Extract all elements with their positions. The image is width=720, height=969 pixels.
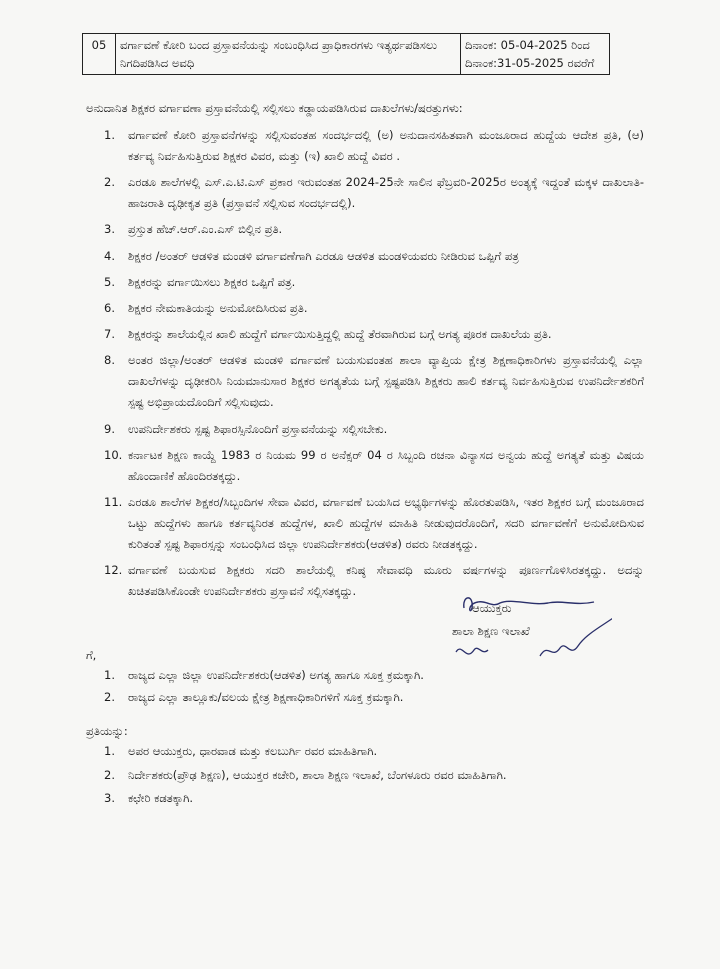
- copy-list: [104, 741, 624, 812]
- copy-label: ಪ್ರತಿಯನ್ನು:: [86, 724, 128, 738]
- schedule-table: [82, 33, 610, 75]
- list-item: 1. ವರ್ಗಾವಣೆ ಕೋರಿ ಪ್ರಸ್ತಾವನೆಗಳನ್ನು ಸಲ್ಲಿಸುವಂತಹ ಸಂದರ್ಭದಲ್ಲಿ (ಅ) ಅನುದಾನಸಹಿತವಾಗಿ ಮಂಜೂರಾದ ಹುದ್ದೆಯ ಆದೇಶ ಪ್ರತಿ, (ಆ) ಕರ್ತವ್ಯ ನಿರ್ವಹಿಸುತ್ತಿರುವ ಶಿಕ್ಷಕರ ವಿವರ, ಮತ್ತು (ಇ) ಖಾಲಿ ಹುದ್ದೆ ವಿವರ .: [104, 128, 644, 163]
- list-item: 2. ನಿರ್ದೇಶಕರು(ಪ್ರೌಢ ಶಿಕ್ಷಣ), ಆಯುಕ್ತರ ಕಚೇರಿ, ಶಾಲಾ ಶಿಕ್ಷಣ ಇಲಾಖೆ, ಬೆಂಗಳೂರು ರವರ ಮಾಹಿತಿಗಾಗಿ.: [104, 767, 507, 782]
- list-item: 4. ಶಿಕ್ಷಕರ /ಅಂತರ್ ಆಡಳಿತ ಮಂಡಳಿ ವರ್ಗಾವಣೆಗಾಗಿ ಎರಡೂ ಆಡಳಿತ ಮಂಡಳಿಯವರು ನೀಡಿರುವ ಒಪ್ಪಿಗೆ ಪತ್ರ: [104, 248, 519, 263]
- conditions-list: [104, 125, 644, 607]
- list-item: 8. ಅಂತರ ಜಿಲ್ಲಾ/ಅಂತರ್ ಆಡಳಿತ ಮಂಡಳಿ ವರ್ಗಾವಣೆ ಬಯಸುವಂತಹ ಶಾಲಾ ವ್ಯಾಪ್ತಿಯ ಕ್ಷೇತ್ರ ಶಿಕ್ಷಣಾಧಿಕಾರಿಗಳು ಪ್ರಸ್ತಾವನೆಯಲ್ಲಿ ಎಲ್ಲಾ ದಾಖಲೆಗಳನ್ನು ದೃಢೀಕರಿಸಿ ನಿಯಮಾನುಸಾರ ಶಿಕ್ಷಕರ ಅಗತ್ಯತೆಯ ಬಗ್ಗೆ ಸ್ಪಷ್ಟಪಡಿಸಿ ಶಿಕ್ಷಕರು ಹಾಲಿ ಕರ್ತವ್ಯ ನಿರ್ವಹಿಸುತ್ತಿರುವ ಉಪನಿರ್ದೇಶಕರಿಗೆ ಸ್ಪಷ್ಟ ಅಭಿಪ್ರಾಯದೊಂದಿಗೆ ಸಲ್ಲಿಸುವುದು.: [104, 353, 644, 410]
- list-item: 6. ಶಿಕ್ಷಕರ ನೇಮಕಾತಿಯನ್ನು ಅನುಮೋದಿಸಿರುವ ಪ್ರತಿ.: [104, 300, 308, 315]
- list-item: 1. ಅಪರ ಆಯುಕ್ತರು, ಧಾರವಾಡ ಮತ್ತು ಕಲಬುರ್ಗಿ ರವರ ಮಾಹಿತಿಗಾಗಿ.: [104, 744, 378, 758]
- to-label: ಗೆ,: [86, 648, 97, 662]
- list-item: 7. ಶಿಕ್ಷಕರನ್ನು ಶಾಲೆಯಲ್ಲಿನ ಖಾಲಿ ಹುದ್ದೆಗೆ ವರ್ಗಾಯಿಸುತ್ತಿದ್ದಲ್ಲಿ ಹುದ್ದೆ ತೆರವಾಗಿರುವ ಬಗ್ಗೆ ಅಗತ್ಯ ಪೂರಕ ದಾಖಲೆಯ ಪ್ರತಿ.: [104, 327, 552, 342]
- recipients-list: [104, 665, 624, 708]
- list-item: 12. ವರ್ಗಾವಣೆ ಬಯಸುವ ಶಿಕ್ಷಕರು ಸದರಿ ಶಾಲೆಯಲ್ಲಿ ಕನಿಷ್ಠ ಸೇವಾವಧಿ ಮೂರು ವರ್ಷಗಳನ್ನು ಪೂರ್ಣಗೊಳಿಸಿರತಕ್ಕದ್ದು. ಅದನ್ನು ಖಚಿತಪಡಿಸಿಕೊಂಡೇ ಉಪನಿರ್ದೇಶಕರು ಪ್ರಸ್ತಾವನೆ ಸಲ್ಲಿಸತಕ್ಕದ್ದು.: [104, 563, 644, 599]
- date-from: ದಿನಾಂಕ: 05-04-2025 ರಿಂದ: [465, 38, 590, 52]
- list-item: 10. ಕರ್ನಾಟಕ ಶಿಕ್ಷಣ ಕಾಯ್ದೆ 1983 ರ ನಿಯಮ 99 ರ ಅನೆಕ್ಸರ್ 04 ರ ಸಿಬ್ಬಂದಿ ರಚನಾ ವಿನ್ಯಾಸದ ಅನ್ವಯ ಹುದ್ದೆ ಅಗತ್ಯತೆ ಮತ್ತು ವಿಷಯ ಹೊಂದಾಣಿಕೆ ಹೊಂದಿರತಕ್ಕದ್ದು.: [104, 447, 644, 483]
- list-item: 2. ರಾಜ್ಯದ ಎಲ್ಲಾ ತಾಲ್ಲೂಕು/ವಲಯ ಕ್ಷೇತ್ರ ಶಿಕ್ಷಣಾಧಿಕಾರಿಗಳಿಗೆ ಸೂಕ್ತ ಕ್ರಮಕ್ಕಾಗಿ.: [104, 689, 404, 704]
- list-item: 5. ಶಿಕ್ಷಕರನ್ನು ವರ್ಗಾಯಿಸಲು ಶಿಕ್ಷಕರ ಒಪ್ಪಿಗೆ ಪತ್ರ.: [104, 274, 296, 289]
- list-item: 11. ಎರಡೂ ಶಾಲೆಗಳ ಶಿಕ್ಷಕರ/ಸಿಬ್ಬಂದಿಗಳ ಸೇವಾ ವಿವರ, ವರ್ಗಾವಣೆ ಬಯಸಿದ ಅಭ್ಯರ್ಥಿಗಳನ್ನು ಹೊರತುಪಡಿಸಿ, ಇತರ ಶಿಕ್ಷಕರ ಬಗ್ಗೆ ಮಂಜೂರಾದ ಒಟ್ಟು ಹುದ್ದೆಗಳು ಹಾಗೂ ಕರ್ತವ್ಯನಿರತ ಹುದ್ದೆಗಳ, ಖಾಲಿ ಹುದ್ದೆಗಳ ಮಾಹಿತಿ ನೀಡುವುದರೊಂದಿಗೆ, ಸದರಿ ವರ್ಗಾವಣೆಗೆ ಅನುಮೋದಿಸುವ ಕುರಿತಂತೆ ಸ್ಪಷ್ಟ ಶಿಫಾರಸ್ಸನ್ನು ಸಂಬಂಧಿಸಿದ ಜಿಲ್ಲಾ ಉಪನಿರ್ದೇಶಕರು(ಆಡಳಿತ) ರವರು ನೀಡತಕ್ಕದ್ದು.: [104, 494, 644, 551]
- table-row: [83, 34, 610, 75]
- row-number: 05: [83, 34, 116, 75]
- signatory-title: ಆಯುಕ್ತರು: [472, 601, 512, 615]
- list-item: 1. ರಾಜ್ಯದ ಎಲ್ಲಾ ಜಿಲ್ಲಾ ಉಪನಿರ್ದೇಶಕರು(ಆಡಳಿತ) ಅಗತ್ಯ ಹಾಗೂ ಸೂಕ್ತ ಕ್ರಮಕ್ಕಾಗಿ.: [104, 668, 424, 682]
- list-item: 3. ಕಛೇರಿ ಕಡತಕ್ಕಾಗಿ.: [104, 791, 194, 805]
- intro-heading: ಅನುದಾನಿತ ಶಿಕ್ಷಕರ ವರ್ಗಾವಣಾ ಪ್ರಸ್ತಾವನೆಯಲ್ಲಿ ಸಲ್ಲಿಸಲು ಕಡ್ಡಾಯಪಡಿಸಿರುವ ದಾಖಲೆಗಳು/ಷರತ್ತುಗಳು:: [86, 101, 463, 115]
- list-item: 9. ಉಪನಿರ್ದೇಶಕರು ಸ್ಪಷ್ಟ ಶಿಫಾರಸ್ಸಿನೊಂದಿಗೆ ಪ್ರಸ್ತಾವನೆಯನ್ನು ಸಲ್ಲಿಸಬೇಕು.: [104, 421, 388, 436]
- signatory-department: ಶಾಲಾ ಶಿಕ್ಷಣ ಇಲಾಖೆ: [452, 624, 530, 638]
- list-item: 3. ಪ್ರಸ್ತುತ ಹೆಚ್.ಆರ್.ಎಂ.ಎಸ್ ಬಿಲ್ಲಿನ ಪ್ರತಿ.: [104, 222, 283, 237]
- date-to: ದಿನಾಂಕ:31-05-2025 ರವರೆಗೆ: [465, 56, 595, 70]
- row-description: ವರ್ಗಾವಣೆ ಕೋರಿ ಬಂದ ಪ್ರಸ್ತಾವನೆಯನ್ನು ಸಂಬಂಧಿಸಿದ ಪ್ರಾಧಿಕಾರಗಳು ಇತ್ಯರ್ಥಪಡಿಸಲು ನಿಗದಿಪಡಿಸಿದ ಅವಧಿ: [116, 34, 461, 75]
- list-item: 2. ಎರಡೂ ಶಾಲೆಗಳಲ್ಲಿ ಎಸ್.ಎ.ಟಿ.ಎಸ್ ಪ್ರಕಾರ ಇರುವಂತಹ 2024-25ನೇ ಸಾಲಿನ ಫೆಬ್ರವರಿ-2025ರ ಅಂತ್ಯಕ್ಕೆ ಇದ್ದಂತೆ ಮಕ್ಕಳ ದಾಖಲಾತಿ-ಹಾಜರಾತಿ ದೃಢೀಕೃತ ಪ್ರತಿ (ಪ್ರಸ್ತಾವನೆ ಸಲ್ಲಿಸುವ ಸಂದರ್ಭದಲ್ಲಿ).: [104, 175, 644, 211]
- row-dates: [461, 34, 610, 75]
